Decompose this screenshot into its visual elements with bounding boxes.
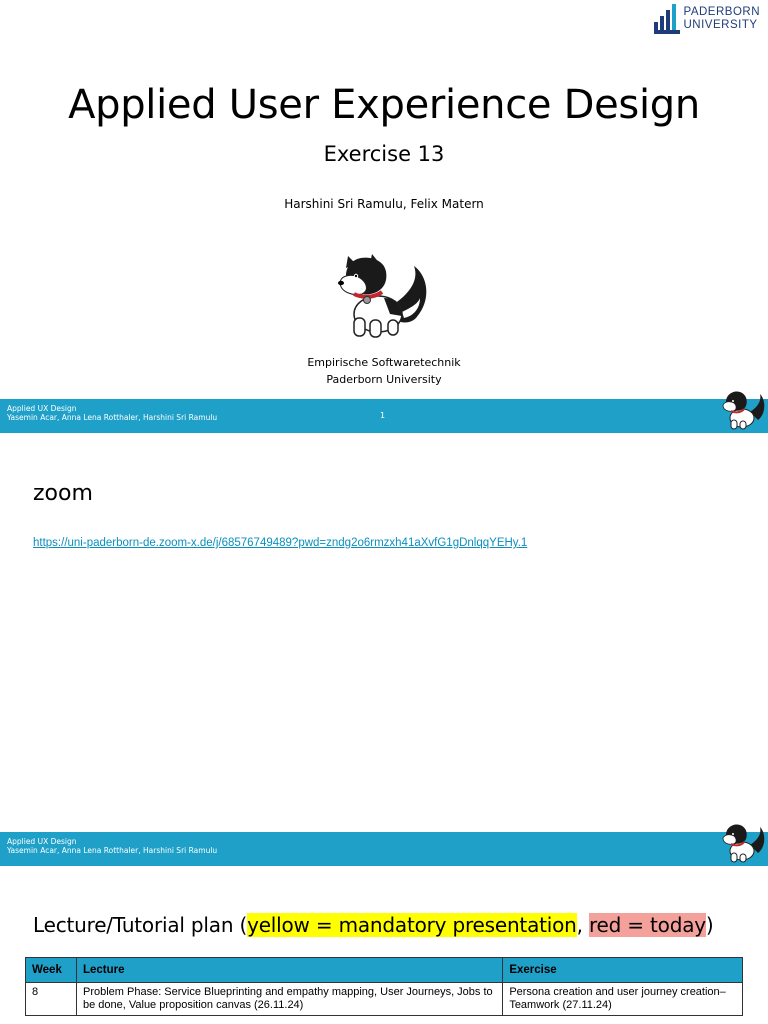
title-yellow-highlight: yellow = mandatory presentation — [247, 913, 577, 937]
zoom-meeting-link[interactable]: https://uni-paderborn-de.zoom-x.de/j/68576749489?pwd=zndg2o6rmzxh41aXvfG1gDnlqqYEHy.1 — [33, 537, 528, 549]
footer-course: Applied UX Design — [7, 837, 77, 846]
institution-line2: Paderborn University — [326, 373, 442, 386]
institution-line1: Empirische Softwaretechnik — [307, 356, 461, 369]
husky-mascot-icon — [722, 390, 766, 430]
slide-title: Applied User Experience Design — [68, 82, 700, 128]
slide-footer — [0, 399, 768, 433]
title-suffix: ) — [705, 913, 714, 937]
plan-slide — [0, 866, 768, 1024]
slide-subtitle: Exercise 13 — [323, 142, 445, 166]
title-prefix: Lecture/Tutorial plan ( — [33, 913, 248, 937]
husky-mascot-icon — [722, 823, 766, 863]
husky-mascot-image — [332, 252, 432, 340]
title-separator: , — [576, 913, 589, 937]
logo-text-line2: UNIVERSITY — [683, 19, 758, 31]
page-number: 1 — [380, 411, 386, 420]
cell-week: 8 — [26, 983, 77, 1016]
title-slide — [0, 0, 768, 433]
footer-authors: Yasemin Acar, Anna Lena Rotthaler, Harshini Sri Ramulu — [7, 846, 218, 855]
table-row — [26, 983, 743, 1016]
slide-title: zoom — [33, 481, 93, 506]
slide-authors: Harshini Sri Ramulu, Felix Matern — [284, 197, 484, 211]
logo-text-line1: PADERBORN — [683, 6, 760, 18]
header-lecture: Lecture — [76, 958, 502, 983]
university-logo — [654, 4, 761, 34]
institution-block — [0, 354, 768, 388]
cell-lecture: Problem Phase: Service Blueprinting and empathy mapping, User Journeys, Jobs to be done, Value proposition canvas (26.11.24) — [76, 983, 502, 1016]
footer-course: Applied UX Design — [7, 404, 77, 413]
header-exercise: Exercise — [503, 958, 743, 983]
header-week: Week — [26, 958, 77, 983]
table-header-row — [26, 958, 743, 983]
plan-table — [25, 957, 743, 1016]
zoom-slide — [0, 433, 768, 866]
slide-title — [33, 913, 714, 937]
cell-exercise: Persona creation and user journey creation–Teamwork (27.11.24) — [503, 983, 743, 1016]
slide-footer — [0, 832, 768, 866]
footer-authors: Yasemin Acar, Anna Lena Rotthaler, Harshini Sri Ramulu — [7, 413, 218, 422]
university-logo-icon — [654, 4, 680, 34]
title-red-highlight: red = today — [588, 913, 706, 937]
